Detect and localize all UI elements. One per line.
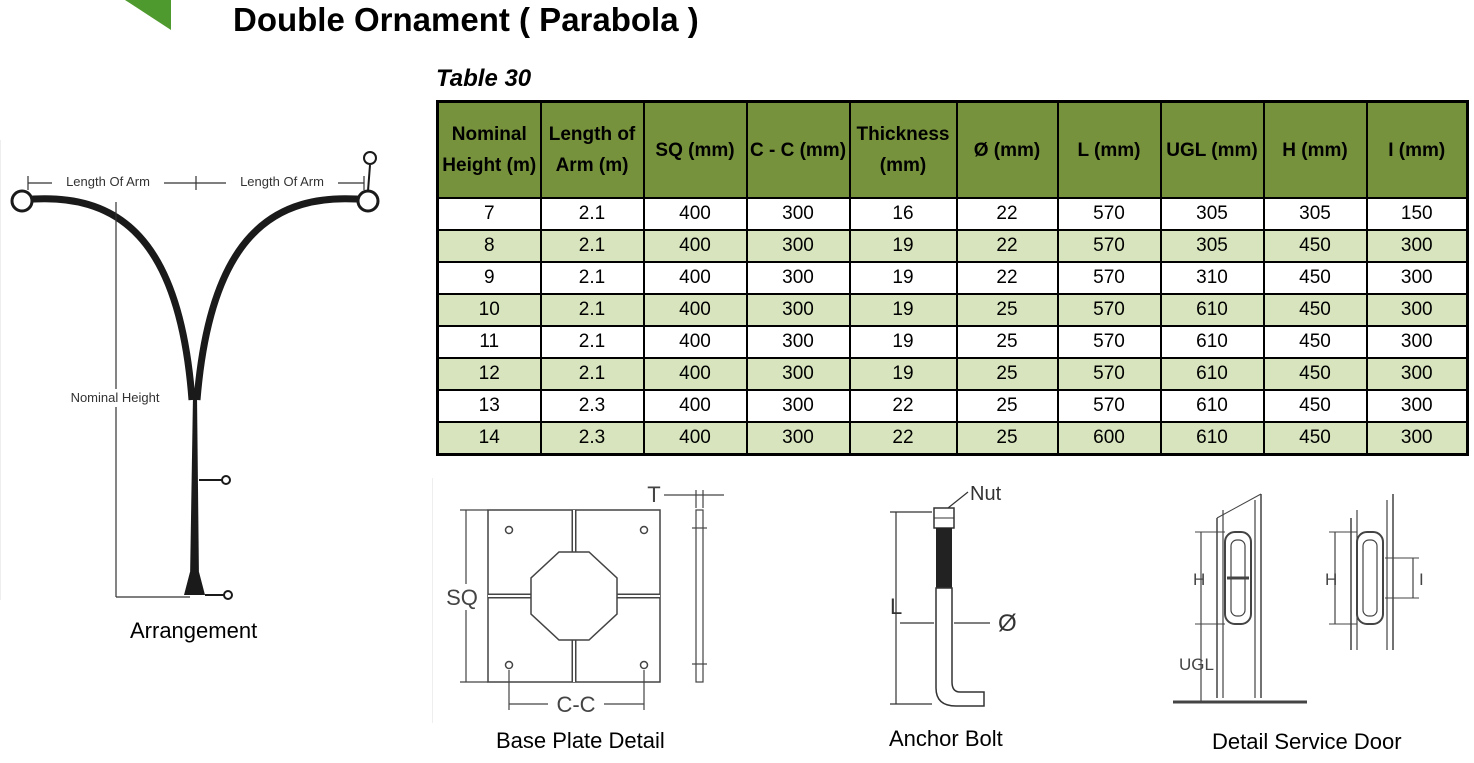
table-cell: 22 <box>957 230 1058 262</box>
anchor-bolt-drawing <box>880 478 1040 723</box>
table-cell: 300 <box>747 198 850 230</box>
header-l: L (mm) <box>1058 102 1161 199</box>
table-row <box>438 326 1468 358</box>
table-cell: 450 <box>1264 326 1367 358</box>
table-cell: 400 <box>644 230 747 262</box>
table-cell: 570 <box>1058 262 1161 294</box>
base-plate-drawing <box>432 478 742 723</box>
table-cell: 400 <box>644 198 747 230</box>
table-cell: 9 <box>438 262 541 294</box>
table-row <box>438 358 1468 390</box>
header-length-of-arm: Length of Arm (m) <box>541 102 644 199</box>
table-row <box>438 230 1468 262</box>
table-cell: 300 <box>1367 390 1468 422</box>
page-title: Double Ornament ( Parabola ) <box>233 1 699 38</box>
label-sq: SQ <box>446 585 478 610</box>
table-cell: 610 <box>1161 390 1264 422</box>
table-cell: 25 <box>957 358 1058 390</box>
table-cell: 25 <box>957 422 1058 455</box>
header-nominal-height: Nominal Height (m) <box>438 102 541 199</box>
table-cell: 610 <box>1161 358 1264 390</box>
table-cell: 25 <box>957 390 1058 422</box>
specification-table <box>436 100 1469 456</box>
table-cell: 570 <box>1058 390 1161 422</box>
table-cell: 2.1 <box>541 262 644 294</box>
table-cell: 19 <box>850 262 957 294</box>
label-t: T <box>647 482 661 507</box>
label-nominal-height: Nominal Height <box>70 390 160 405</box>
table-cell: 22 <box>957 262 1058 294</box>
label-nut: Nut <box>970 483 1002 505</box>
label-length-of-arm-right: Length Of Arm <box>240 174 324 189</box>
table-cell: 8 <box>438 230 541 262</box>
table-cell: 2.3 <box>541 422 644 455</box>
table-cell: 300 <box>1367 230 1468 262</box>
service-door-drawing <box>1165 480 1465 720</box>
header-c-c: C - C (mm) <box>747 102 850 199</box>
table-cell: 570 <box>1058 198 1161 230</box>
table-cell: 10 <box>438 294 541 326</box>
table-cell: 25 <box>957 294 1058 326</box>
table-cell: 300 <box>747 358 850 390</box>
table-cell: 16 <box>850 198 957 230</box>
caption-service-door: Detail Service Door <box>1212 729 1402 754</box>
table-cell: 400 <box>644 294 747 326</box>
label-diameter: Ø <box>998 610 1017 637</box>
table-cell: 450 <box>1264 358 1367 390</box>
table-cell: 300 <box>747 262 850 294</box>
table-cell: 570 <box>1058 294 1161 326</box>
corner-triangle <box>125 0 171 30</box>
table-row <box>438 262 1468 294</box>
table-cell: 300 <box>1367 294 1468 326</box>
table-cell: 150 <box>1367 198 1468 230</box>
caption-arrangement: Arrangement <box>130 618 258 643</box>
table-cell: 11 <box>438 326 541 358</box>
table-cell: 12 <box>438 358 541 390</box>
label-l: L <box>890 594 903 619</box>
table-cell: 2.1 <box>541 198 644 230</box>
table-cell: 2.1 <box>541 294 644 326</box>
table-cell: 450 <box>1264 294 1367 326</box>
table-cell: 400 <box>644 326 747 358</box>
table-cell: 19 <box>850 294 957 326</box>
table-cell: 450 <box>1264 390 1367 422</box>
header-h: H (mm) <box>1264 102 1367 199</box>
table-cell: 305 <box>1161 230 1264 262</box>
table-cell: 300 <box>1367 262 1468 294</box>
header-thickness: Thickness (mm) <box>850 102 957 199</box>
table-cell: 300 <box>747 390 850 422</box>
table-cell: 300 <box>1367 358 1468 390</box>
table-row <box>438 198 1468 230</box>
table-cell: 570 <box>1058 358 1161 390</box>
table-cell: 14 <box>438 422 541 455</box>
table-cell: 22 <box>850 390 957 422</box>
table-cell: 600 <box>1058 422 1161 455</box>
table-cell: 400 <box>644 262 747 294</box>
table-caption: Table 30 <box>436 65 532 92</box>
table-cell: 400 <box>644 358 747 390</box>
table-header-row <box>438 102 1468 199</box>
table-cell: 450 <box>1264 230 1367 262</box>
table-cell: 305 <box>1161 198 1264 230</box>
label-i: I <box>1419 570 1424 589</box>
table-cell: 300 <box>747 294 850 326</box>
header-i: I (mm) <box>1367 102 1468 199</box>
label-c-c: C-C <box>556 692 596 717</box>
table-cell: 450 <box>1264 422 1367 455</box>
header-diameter: Ø (mm) <box>957 102 1058 199</box>
label-ugl: UGL <box>1179 655 1214 674</box>
table-cell: 19 <box>850 326 957 358</box>
table-cell: 400 <box>644 390 747 422</box>
table-cell: 300 <box>1367 326 1468 358</box>
table-cell: 305 <box>1264 198 1367 230</box>
table-cell: 300 <box>1367 422 1468 455</box>
table-cell: 25 <box>957 326 1058 358</box>
table-row <box>438 390 1468 422</box>
table-cell: 570 <box>1058 230 1161 262</box>
label-h-left: H <box>1193 570 1206 589</box>
table-cell: 610 <box>1161 294 1264 326</box>
table-cell: 2.1 <box>541 230 644 262</box>
table-row <box>438 422 1468 455</box>
table-cell: 22 <box>850 422 957 455</box>
table-cell: 610 <box>1161 326 1264 358</box>
header-sq: SQ (mm) <box>644 102 747 199</box>
arrangement-drawing <box>0 140 395 610</box>
caption-anchor-bolt: Anchor Bolt <box>889 726 1003 751</box>
table-cell: 570 <box>1058 326 1161 358</box>
label-length-of-arm-left: Length Of Arm <box>66 174 150 189</box>
table-cell: 300 <box>747 230 850 262</box>
table-cell: 300 <box>747 422 850 455</box>
table-cell: 310 <box>1161 262 1264 294</box>
table-row <box>438 294 1468 326</box>
header-ugl: UGL (mm) <box>1161 102 1264 199</box>
table-cell: 450 <box>1264 262 1367 294</box>
table-cell: 2.1 <box>541 326 644 358</box>
table-cell: 2.1 <box>541 358 644 390</box>
table-cell: 2.3 <box>541 390 644 422</box>
table-cell: 300 <box>747 326 850 358</box>
table-cell: 400 <box>644 422 747 455</box>
table-cell: 22 <box>957 198 1058 230</box>
table-cell: 19 <box>850 230 957 262</box>
table-cell: 19 <box>850 358 957 390</box>
label-h-right: H <box>1325 570 1338 589</box>
caption-base-plate: Base Plate Detail <box>496 728 665 753</box>
table-cell: 7 <box>438 198 541 230</box>
table-cell: 610 <box>1161 422 1264 455</box>
table-cell: 13 <box>438 390 541 422</box>
